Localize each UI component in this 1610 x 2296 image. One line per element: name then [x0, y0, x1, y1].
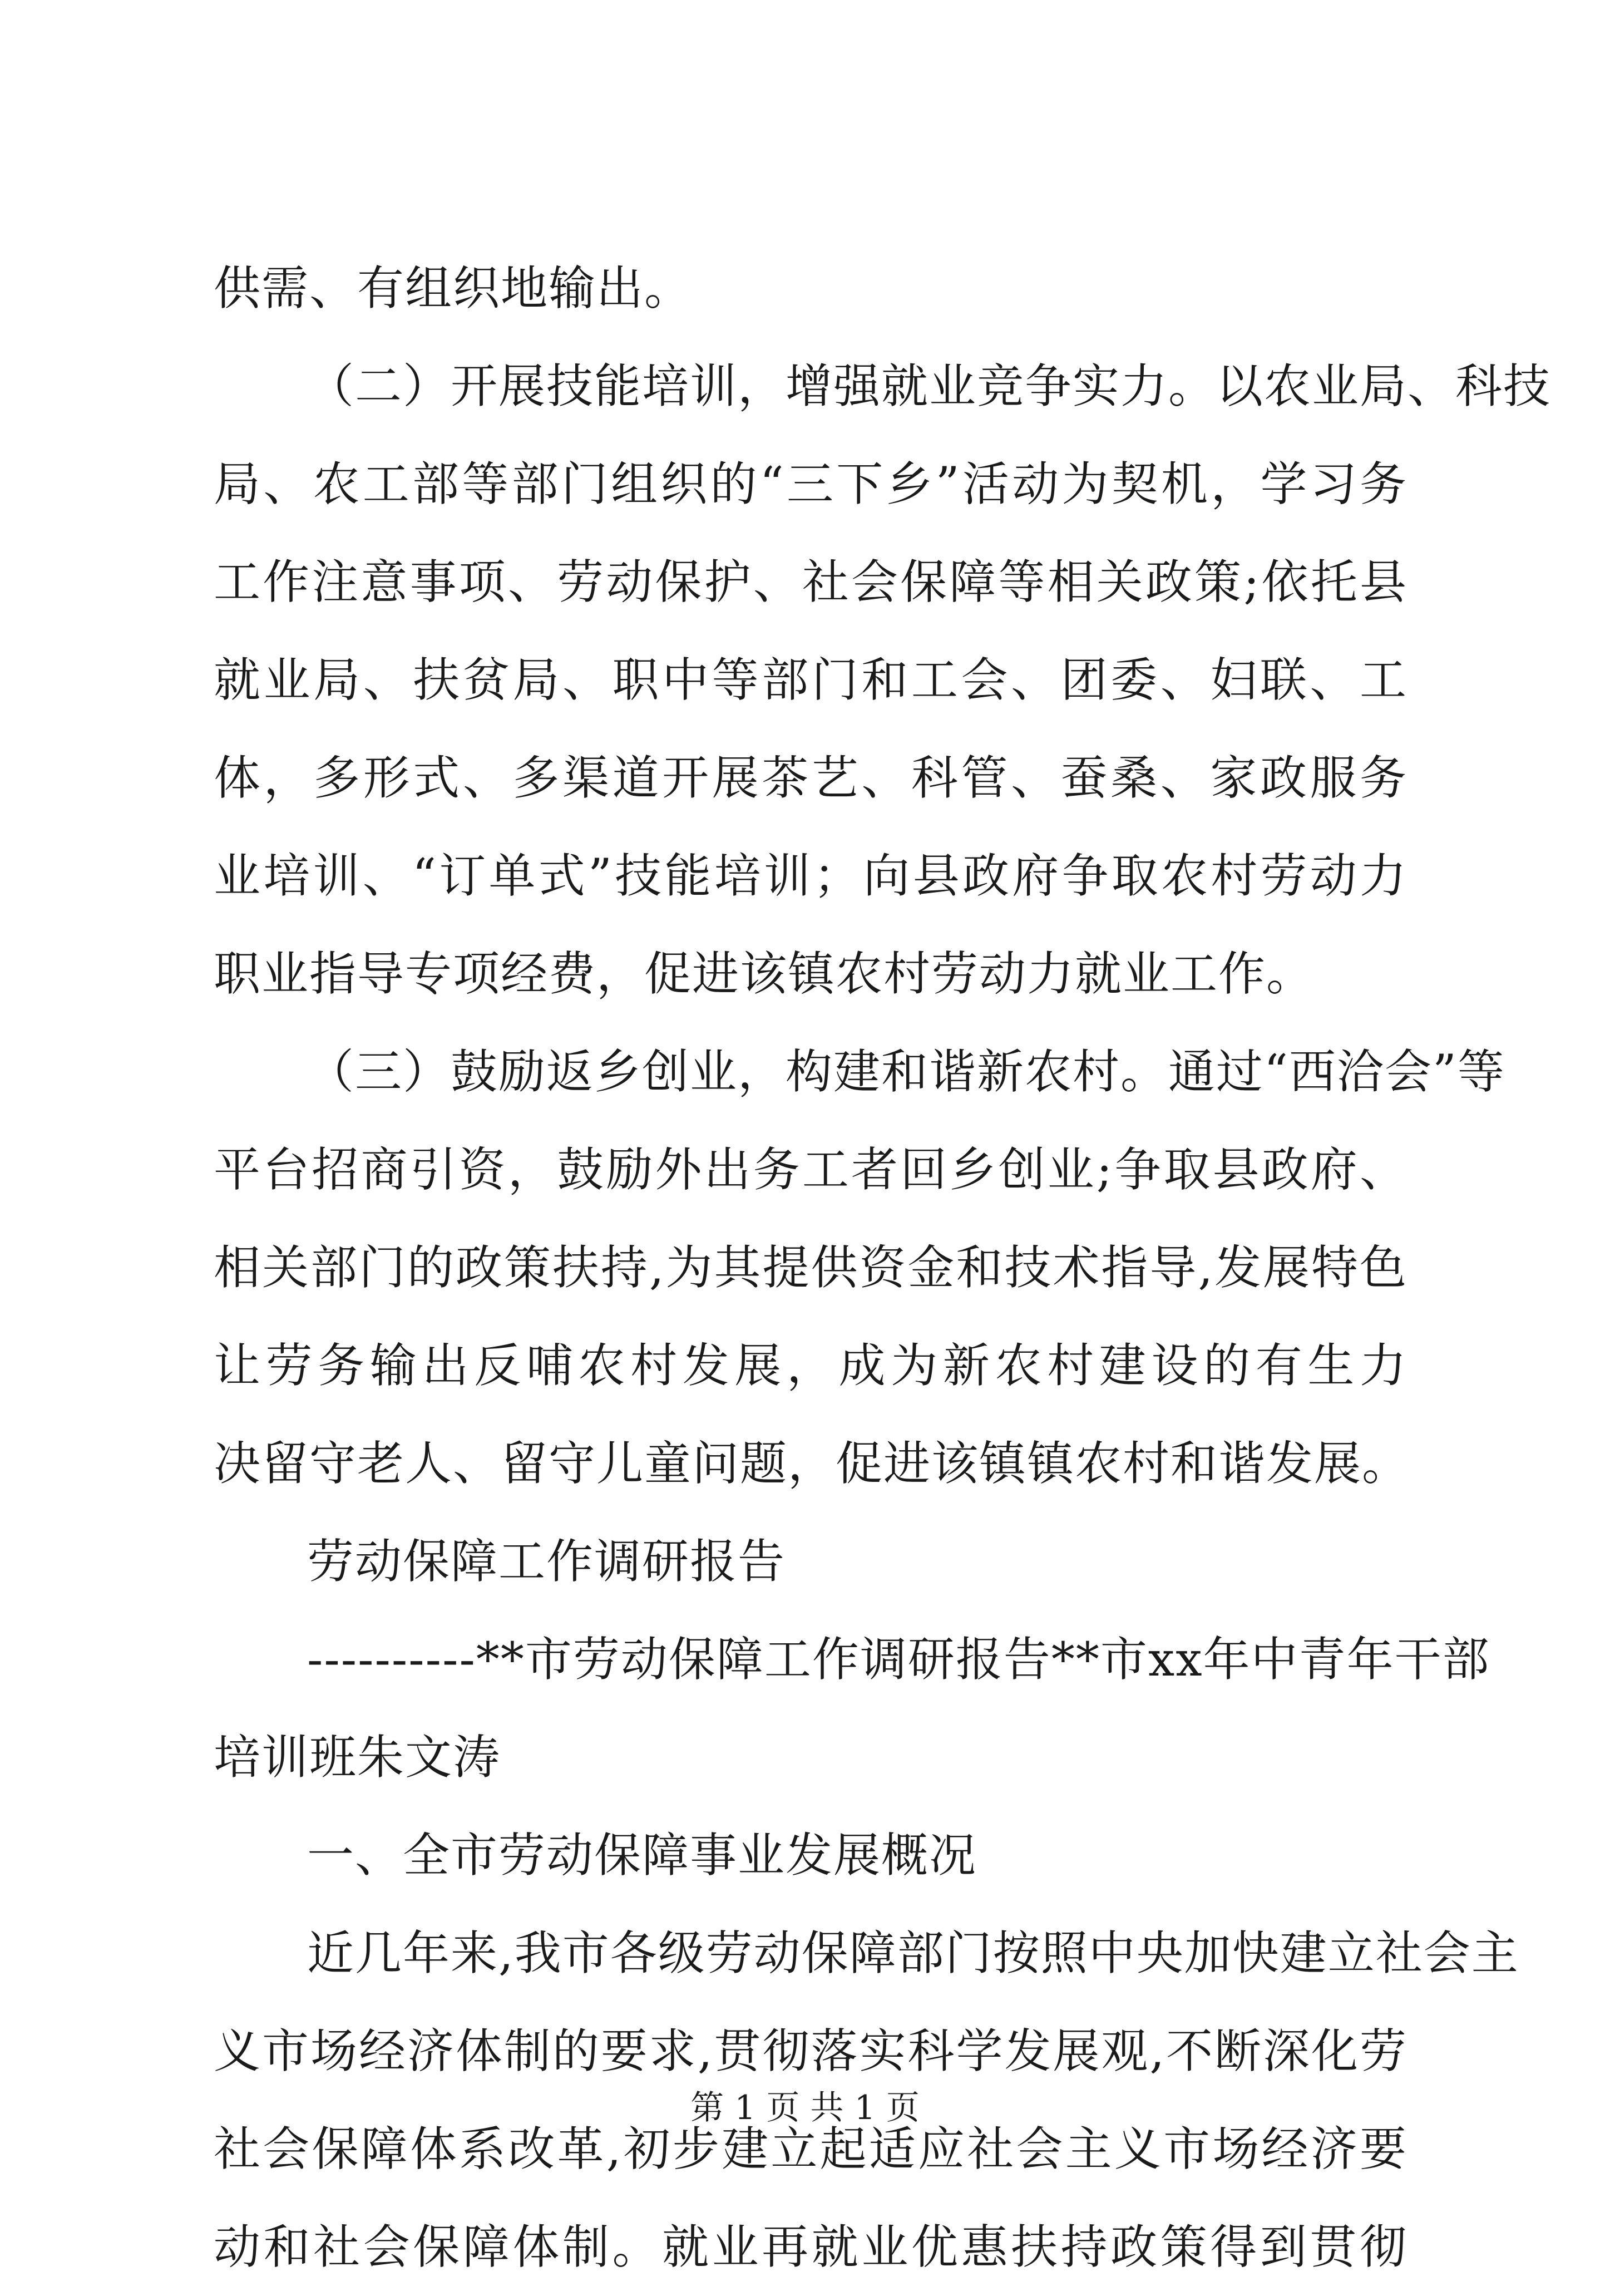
report-subtitle: ----------**市劳动保障工作调研报告**市xx年中青年干部: [307, 1632, 1490, 1687]
section-heading-3: （三）鼓励返乡创业，构建和谐新农村。通过“西洽会”等: [307, 1044, 1505, 1099]
text-line: 动和社会保障体制。就业再就业优惠扶持政策得到贯彻: [214, 2220, 1407, 2274]
text-line: 供需、有组织地输出。: [214, 261, 693, 316]
document-body: [214, 239, 1552, 2296]
text-line: 让劳务输出反哺农村发展，成为新农村建设的有生力: [214, 1338, 1407, 1393]
section-heading-1: 一、全市劳动保障事业发展概况: [307, 1828, 977, 1883]
text-line: 近几年来,我市各级劳动保障部门按照中央加快建立社会主: [307, 1926, 1519, 1980]
text-line: 平台招商引资，鼓励外出务工者回乡创业;争取县政府、: [214, 1142, 1407, 1197]
page-footer: 第 1 页 共 1 页: [690, 2088, 920, 2127]
text-line: 业培训、“订单式”技能培训；向县政府争取农村劳动力: [214, 849, 1407, 903]
text-line: 职业指导专项经费，促进该镇农村劳动力就业工作。: [214, 947, 1315, 1001]
text-line: 相关部门的政策扶持,为其提供资金和技术指导,发展特色: [214, 1240, 1407, 1295]
report-title: 劳动保障工作调研报告: [307, 1534, 786, 1589]
text-line: 决留守老人、留守儿童问题，促进该镇镇农村和谐发展。: [214, 1436, 1410, 1491]
report-author: 培训班朱文涛: [214, 1730, 501, 1785]
section-heading-2: （二）开展技能培训，增强就业竞争实力。以农业局、科技: [307, 359, 1552, 413]
text-line: 就业局、扶贫局、职中等部门和工会、团委、妇联、工: [214, 653, 1407, 707]
text-line: 社会保障体系改革,初步建立起适应社会主义市场经济要: [214, 2122, 1407, 2176]
text-line: 体，多形式、多渠道开展茶艺、科管、蚕桑、家政服务: [214, 751, 1407, 805]
text-line: 局、农工部等部门组织的“三下乡”活动为契机，学习务: [214, 457, 1407, 511]
text-line: 工作注意事项、劳动保护、社会保障等相关政策;依托县: [214, 555, 1407, 609]
text-line: 义市场经济体制的要求,贯彻落实科学发展观,不断深化劳: [214, 2024, 1407, 2078]
